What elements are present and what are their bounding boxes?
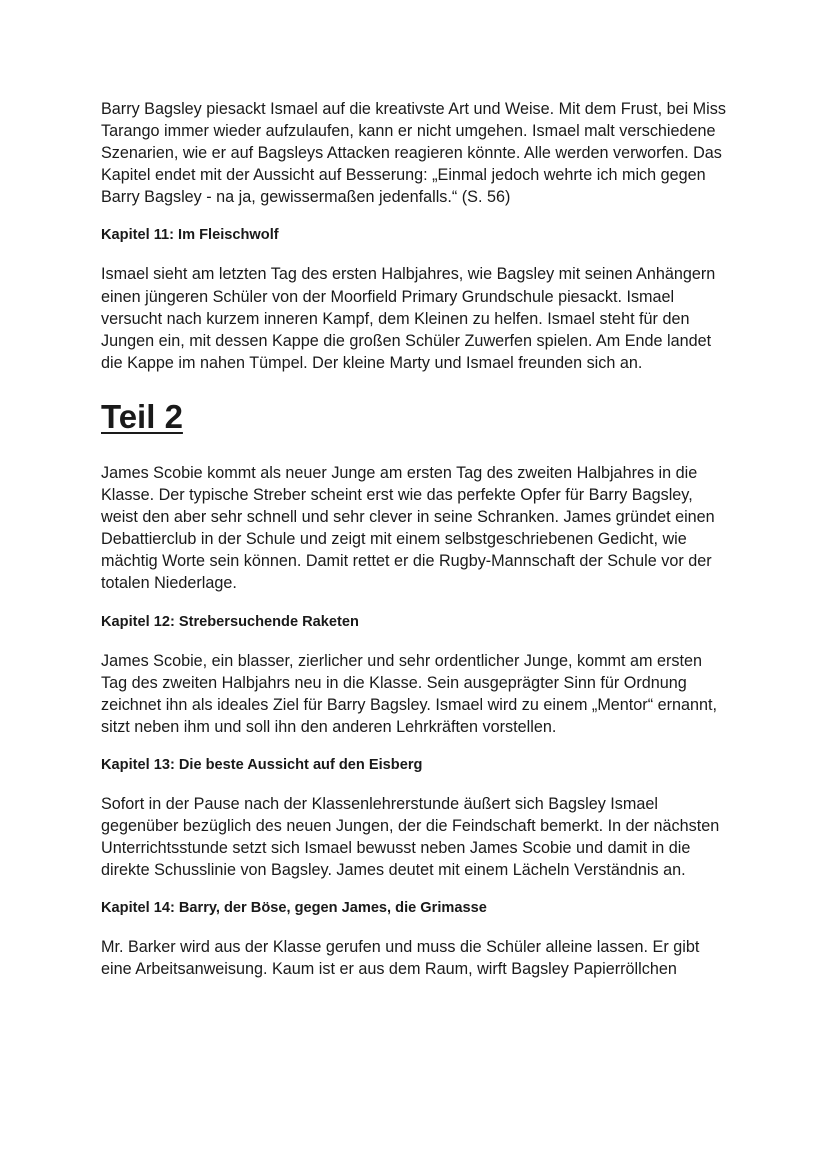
- chapter-12-text: James Scobie, ein blasser, zierlicher und sehr ordentlicher Junge, kommt am ersten Tag des zweiten Halbjahrs neu in die Klasse. Sein ausgeprägter Sinn für Ordnung zeichnet ihn als ideales Ziel für Barry Bagsley. Ismael wird zu einem „Mentor“ ernannt, sitzt neben ihm und soll ihn den anderen Lehrkräften vorstellen.: [101, 651, 717, 736]
- document-page: [101, 98, 731, 980]
- chapter-14-text: Mr. Barker wird aus der Klasse gerufen und muss die Schüler alleine lassen. Er gibt eine Arbeitsanweisung. Kaum ist er aus dem Raum, wirft Bagsley Papierröllchen: [101, 938, 700, 979]
- chapter-13-heading: Kapitel 13: Die beste Aussicht auf den Eisberg: [101, 756, 423, 773]
- chapter-13-text: Sofort in der Pause nach der Klassenlehrerstunde äußert sich Bagsley Ismael gegenüber bezüglich des neuen Jungen, der die Feindschaft bemerkt. In der nächsten Unterrichtsstunde setzt sich Ismael bewusst neben James Scobie und damit in die direkte Schusslinie von Bagsley. James deutet mit einem Lächeln Verständnis an.: [101, 794, 720, 880]
- part-2-intro-text: James Scobie kommt als neuer Junge am ersten Tag des zweiten Halbjahres in die Klasse. Der typische Streber scheint erst wie das perfekte Opfer für Barry Bagsley, weist den aber sehr schnell und sehr clever in seine Schranken. James gründet einen Debattierclub in der Schule und zeigt mit einem selbstgeschriebenen Gedicht, wie mächtig Worte sein können. Damit rettet er die Rugby-Mannschaft der Schule vor der totalen Niederlage.: [101, 463, 715, 593]
- chapter-14-heading: Kapitel 14: Barry, der Böse, gegen James, die Grimasse: [101, 900, 487, 917]
- paragraph-chapter-10-summary: Barry Bagsley piesackt Ismael auf die kreativste Art und Weise. Mit dem Frust, bei Miss Tarango immer wieder aufzulaufen, kann er nicht umgehen. Ismael malt verschiedene Szenarien, wie er auf Bagsleys Attacken reagieren könnte. Alle werden verworfen. Das Kapitel endet mit der Aussicht auf Besserung: „Einmal jedoch wehrte ich mich gegen Barry Bagsley - na ja, gewissermaßen jedenfalls.“ (S. 56): [101, 100, 726, 207]
- chapter-11-text: Ismael sieht am letzten Tag des ersten Halbjahres, wie Bagsley mit seinen Anhängern einen jüngeren Schüler von der Moorfield Primary Grundschule piesackt. Ismael versucht nach kurzem inneren Kampf, dem Kleinen zu helfen. Ismael steht für den Jungen ein, mit dessen Kappe die großen Schüler Zuwerfen spielen. Am Ende landet die Kappe im nahen Tümpel. Der kleine Marty und Ismael freunden sich an.: [101, 265, 716, 372]
- chapter-11-heading: Kapitel 11: Im Fleischwolf: [101, 227, 279, 244]
- part-2-heading: Teil 2: [101, 397, 183, 435]
- chapter-12-heading: Kapitel 12: Strebersuchende Raketen: [101, 613, 359, 630]
